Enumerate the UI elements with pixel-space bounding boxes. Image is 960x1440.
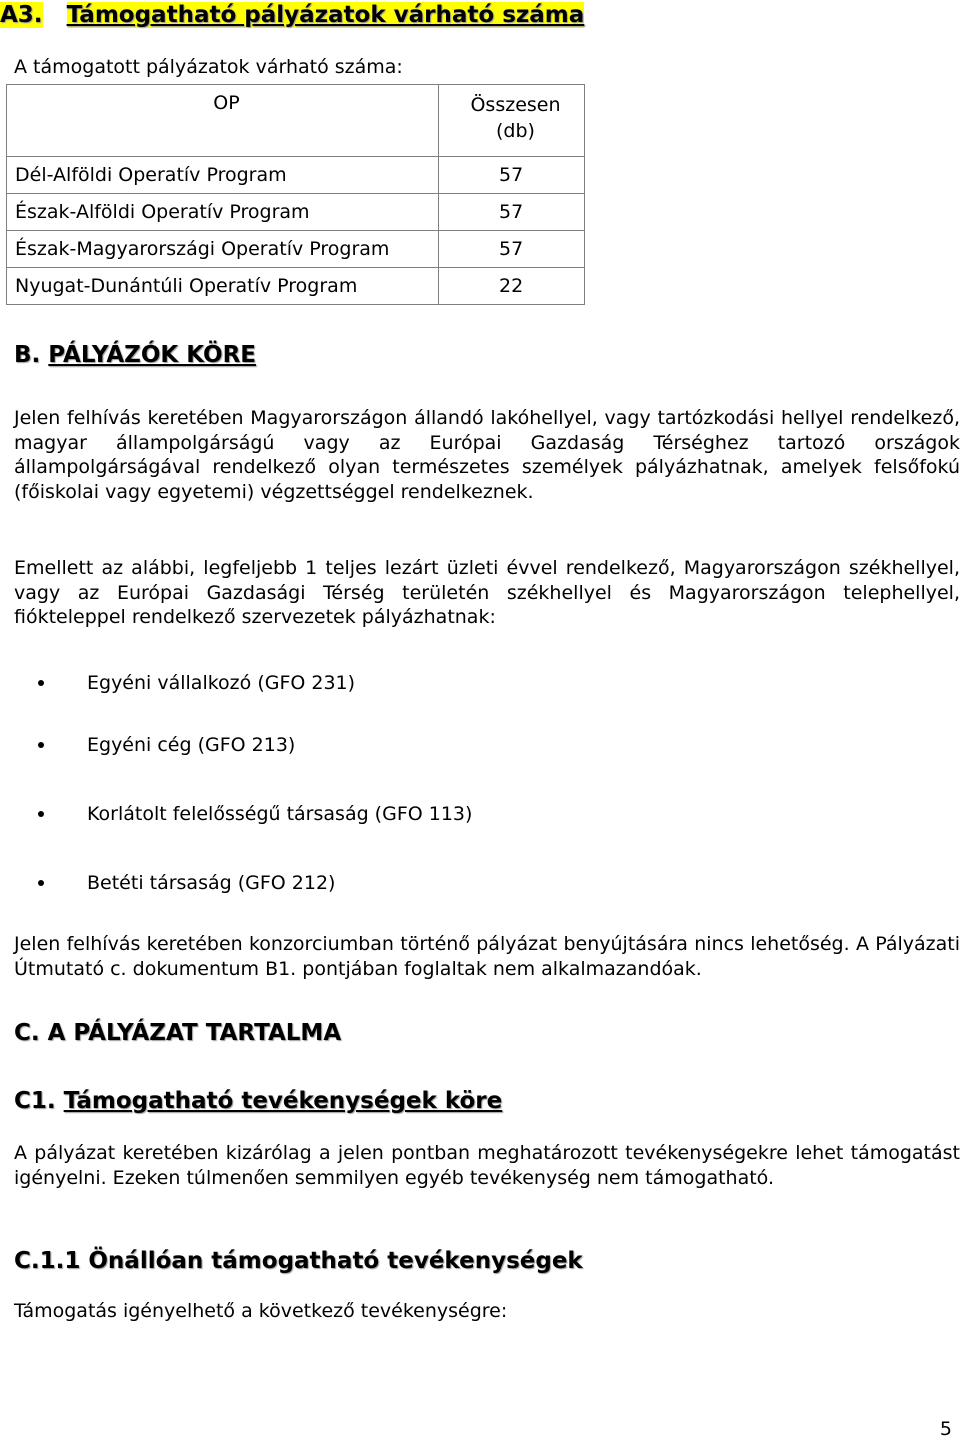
table-cell-op: Észak-Alföldi Operatív Program bbox=[7, 194, 439, 231]
table-header-row bbox=[7, 85, 585, 157]
table-header-total bbox=[439, 85, 585, 157]
section-b-paragraph-1: Jelen felhívás keretében Magyarországon állandó lakóhellyel, vagy tartózkodási hellyel rendelkező, magyar állampolgárságú vagy az Európai Gazdaság Térséghez tartozó országok állampolgárságával rendelkező olyan természetes személyek pályázhatnak, amelyek felsőfokú (főiskolai vagy egyetemi) végzettséggel rendelkeznek. bbox=[14, 407, 960, 503]
section-b-paragraph-2: Emellett az alábbi, legfeljebb 1 teljes lezárt üzleti évvel rendelkező, Magyarországon székhellyel, vagy az Európai Gazdasági Térség területén székhellyel és Magyarországon telephellyel, fiókteleppel rendelkező szervezetek pályázhatnak: bbox=[14, 557, 960, 628]
table-cell-count: 22 bbox=[439, 268, 585, 305]
table-cell-op: Dél-Alföldi Operatív Program bbox=[7, 157, 439, 194]
table-cell-count: 57 bbox=[439, 194, 585, 231]
section-c-heading: C. A PÁLYÁZAT TARTALMA bbox=[14, 1020, 342, 1046]
table-row bbox=[7, 231, 585, 268]
section-c1-heading bbox=[14, 1088, 960, 1114]
table-row bbox=[7, 268, 585, 305]
section-a3-heading bbox=[0, 2, 960, 28]
table-header-total-line1: Összesen bbox=[470, 94, 561, 116]
bullet-icon bbox=[38, 880, 44, 886]
table-cell-op: Nyugat-Dunántúli Operatív Program bbox=[7, 268, 439, 305]
section-c1-title: Támogatható tevékenységek köre bbox=[63, 1088, 503, 1114]
section-c1-paragraph: A pályázat keretében kizárólag a jelen pontban meghatározott tevékenységekre lehet támogatást igényelni. Ezeken túlmenően semmilyen egyéb tevékenység nem támogatható. bbox=[14, 1142, 960, 1189]
section-b-heading bbox=[14, 342, 960, 368]
section-a3-title: Támogatható pályázatok várható száma bbox=[66, 2, 585, 28]
table-cell-count: 57 bbox=[439, 157, 585, 194]
op-table bbox=[6, 84, 585, 305]
bullet-icon bbox=[38, 680, 44, 686]
section-c11-heading: C.1.1 Önállóan támogatható tevékenységek bbox=[14, 1248, 583, 1274]
bullet-icon bbox=[38, 742, 44, 748]
section-a3-number: A3. bbox=[0, 2, 43, 28]
page-number: 5 bbox=[939, 1418, 952, 1440]
table-cell-count: 57 bbox=[439, 231, 585, 268]
bullet-icon bbox=[38, 811, 44, 817]
table-row bbox=[7, 194, 585, 231]
section-b-paragraph-3: Jelen felhívás keretében konzorciumban történő pályázat benyújtására nincs lehetőség. A Pályázati Útmutató c. dokumentum B1. pontjában foglaltak nem alkalmazandóak. bbox=[14, 933, 960, 980]
table-intro: A támogatott pályázatok várható száma: bbox=[14, 56, 403, 78]
table-header-op: OP bbox=[7, 85, 439, 157]
section-b-number: B. bbox=[14, 342, 41, 368]
section-b-title: PÁLYÁZÓK KÖRE bbox=[48, 342, 256, 368]
table-row bbox=[7, 157, 585, 194]
section-c11-paragraph: Támogatás igényelhető a következő tevékenységre: bbox=[14, 1300, 508, 1322]
section-c1-number: C1. bbox=[14, 1088, 56, 1114]
table-cell-op: Észak-Magyarországi Operatív Program bbox=[7, 231, 439, 268]
table-header-total-line2: (db) bbox=[496, 120, 535, 142]
